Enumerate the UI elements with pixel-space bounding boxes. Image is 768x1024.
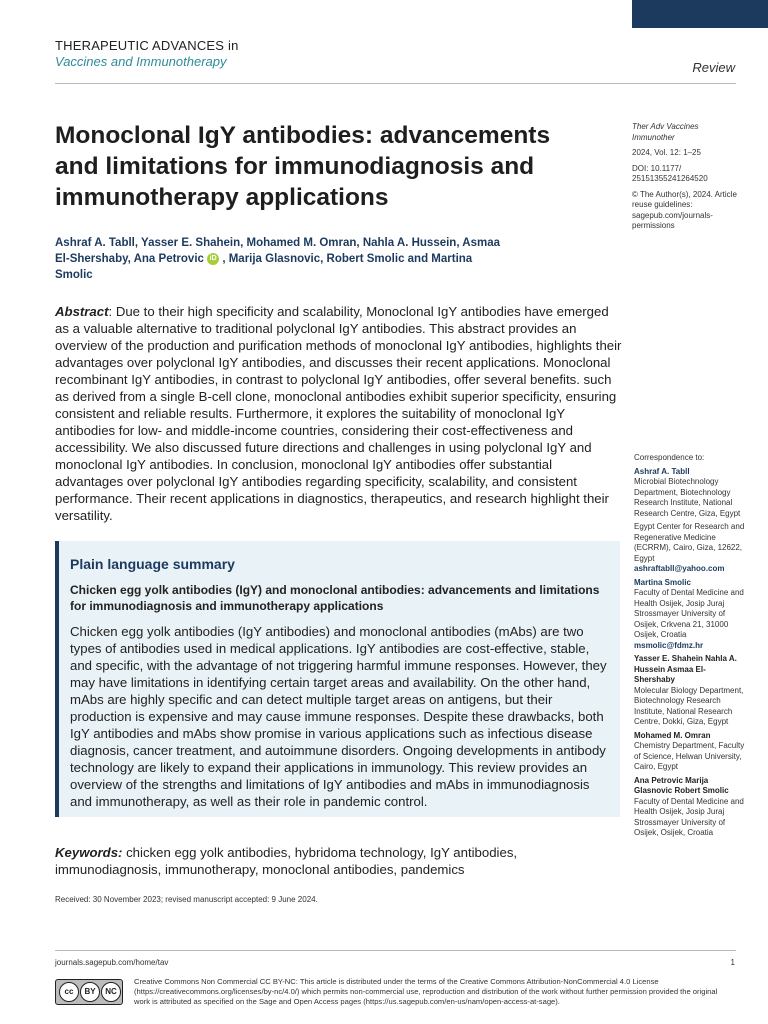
by-icon: BY [80, 982, 100, 1002]
corr-author-2: Martina Smolic [634, 577, 691, 587]
article-title: Monoclonal IgY antibodies: advancements and limitations for immunodiagnosis and immunotherapy applications [55, 122, 551, 211]
keywords [55, 844, 615, 878]
journal-name: THERAPEUTIC ADVANCES in [55, 38, 239, 53]
cc-icon: cc [59, 982, 79, 1002]
keywords-label: Keywords: [55, 845, 123, 860]
article-type-label: Review [692, 60, 735, 75]
authors-part-1: Ashraf A. Tabll, Yasser E. Shahein, Mohamed M. Omran, Nahla A. Hussein, Asmaa El-Shershaby, Ana Petrovic [55, 237, 501, 265]
journal-subtitle: Vaccines and Immunotherapy [55, 54, 227, 69]
journal-abbrev: Ther Adv Vaccines Immunother [632, 122, 699, 142]
corr-author-1-email[interactable]: ashraftabll@yahoo.com [634, 564, 725, 573]
corr-author-1: Ashraf A. Tabll [634, 466, 690, 476]
plain-summary-accent-bar [55, 541, 59, 817]
abstract-label: Abstract [55, 304, 109, 319]
doi[interactable]: DOI: 10.1177/ 25151355241264520 [632, 163, 708, 183]
correspondence [634, 453, 746, 842]
corr-author-1-affiliation-2: Egypt Center for Research and Regenerative Medicine (ECRRM), Cairo, Giza, 12622, Egypt [634, 522, 745, 563]
author-group-5-affiliation: Faculty of Dental Medicine and Health Osijek, Josip Juraj Strossmayer University of Osijek, Osijek, Croatia [634, 796, 744, 837]
author-group-3: Yasser E. Shahein Nahla A. Hussein Asmaa El-Shershaby [634, 654, 737, 684]
author-list [55, 235, 505, 283]
plain-summary-subtitle: Chicken egg yolk antibodies (IgY) and monoclonal antibodies: advancements and limitations for immunodiagnosis and immunotherapy applications [70, 583, 600, 613]
author-group-4-affiliation: Chemistry Department, Faculty of Science, Helwan University, Cairo, Egypt [634, 741, 745, 771]
header-divider [55, 83, 736, 84]
license-text: Creative Commons Non Commercial CC BY-NC: This article is distributed under the terms of the Creative Commons Attribution-NonCommercial 4.0 License (https://creativecommons.org/licenses/by-nc/4.0/) which permits non-commercial use, reproduction and distribution of the work without further permission provided the original work is attributed as specified on the Sage and Open Access pages (https://us.sagepub.com/en-us/nam/open-access-at-sage). [134, 977, 718, 1006]
correspondence-label: Correspondence to: [634, 453, 705, 462]
author-group-3-affiliation: Molecular Biology Department, Biotechnology Research Institute, National Research Centre, Dokki, Giza, Egypt [634, 685, 744, 726]
copyright: © The Author(s), 2024. Article reuse guidelines: sagepub.com/journals-permissions [632, 189, 737, 230]
orcid-icon[interactable]: iD [207, 253, 219, 265]
abstract [55, 303, 622, 524]
plain-summary-heading: Plain language summary [70, 556, 235, 572]
author-group-4: Mohamed M. Omran [634, 730, 711, 740]
received-dates: Received: 30 November 2023; revised manuscript accepted: 9 June 2024. [55, 895, 318, 904]
journal-url[interactable]: journals.sagepub.com/home/tav [55, 958, 169, 967]
corr-author-2-affiliation: Faculty of Dental Medicine and Health Osijek, Josip Juraj Strossmayer University of Osijek, Crkvena 21, 31000 Osijek, Croatia [634, 588, 744, 639]
plain-summary-body: Chicken egg yolk antibodies (IgY antibodies) and monoclonal antibodies (mAbs) are two types of antibodies used in medical applications. IgY antibodies are cost-effective, stable, and specific, with the advantage of not triggering harmful immune responses. However, they may have limitations in identifying certain target areas and availability. On the other hand, mAbs are highly specific and can detect multiple target areas on antigens, but their production is expensive and may cause immune responses. Despite these drawbacks, both IgY antibodies and mAbs show promise in various applications such as infectious disease diagnosis, cancer treatment, and autoimmune disorders. Ongoing developments in antibody technology are likely to expand their applications in immunology. This review provides an overview of the strengths and limitations of IgY antibodies and mAbs in immunodiagnosis and immunotherapy, as well as their role in pandemic control. [70, 624, 607, 809]
volume-info: 2024, Vol. 12: 1–25 [632, 148, 701, 157]
cc-license-logo[interactable] [55, 979, 123, 1005]
authors-part-2: , Marija Glasnovic, Robert Smolic and Martina Smolic [55, 253, 473, 281]
keywords-text: chicken egg yolk antibodies, hybridoma technology, IgY antibodies, immunodiagnosis, immunotherapy, monoclonal antibodies, pandemics [55, 845, 518, 877]
article-metadata [632, 122, 742, 237]
corr-author-2-email[interactable]: msmolic@fdmz.hr [634, 640, 704, 650]
page-number: 1 [730, 958, 735, 967]
header-corner-block [632, 0, 768, 28]
author-group-5: Ana Petrovic Marija Glasnovic Robert Smolic [634, 775, 729, 795]
nc-icon: NC [101, 982, 121, 1002]
corr-author-1-affiliation-1: Microbial Biotechnology Department, Biotechnology Research Institute, National Research Centre, Giza, Egypt [634, 477, 741, 518]
abstract-text: : Due to their high specificity and scalability, Monoclonal IgY antibodies have emerged as a valuable alternative to traditional polyclonal IgY antibodies. This abstract provides an overview of the production and purification methods of monoclonal IgY antibodies, highlights their advantages over polyclonal IgY antibodies, and discusses their recent applications. Monoclonal recombinant IgY antibodies, in contrast to polyclonal IgY antibodies, offer several benefits. such as derived from a single B-cell clone, monoclonal antibodies exhibit superior specificity, ensuring consistent and reliable results. Furthermore, it explores the suitability of monoclonal IgY antibodies for low- and middle-income countries, considering their cost-effectiveness and accessibility. We also discussed future directions and challenges in using polyclonal IgY and monoclonal IgY antibodies. In conclusion, monoclonal IgY antibodies offer substantial advantages over polyclonal IgY antibodies regarding specificity, scalability, and consistent performance. Their recent applications in diagnostics, therapeutics, and research highlight their versatility. [55, 304, 622, 523]
footer-divider [55, 950, 736, 951]
